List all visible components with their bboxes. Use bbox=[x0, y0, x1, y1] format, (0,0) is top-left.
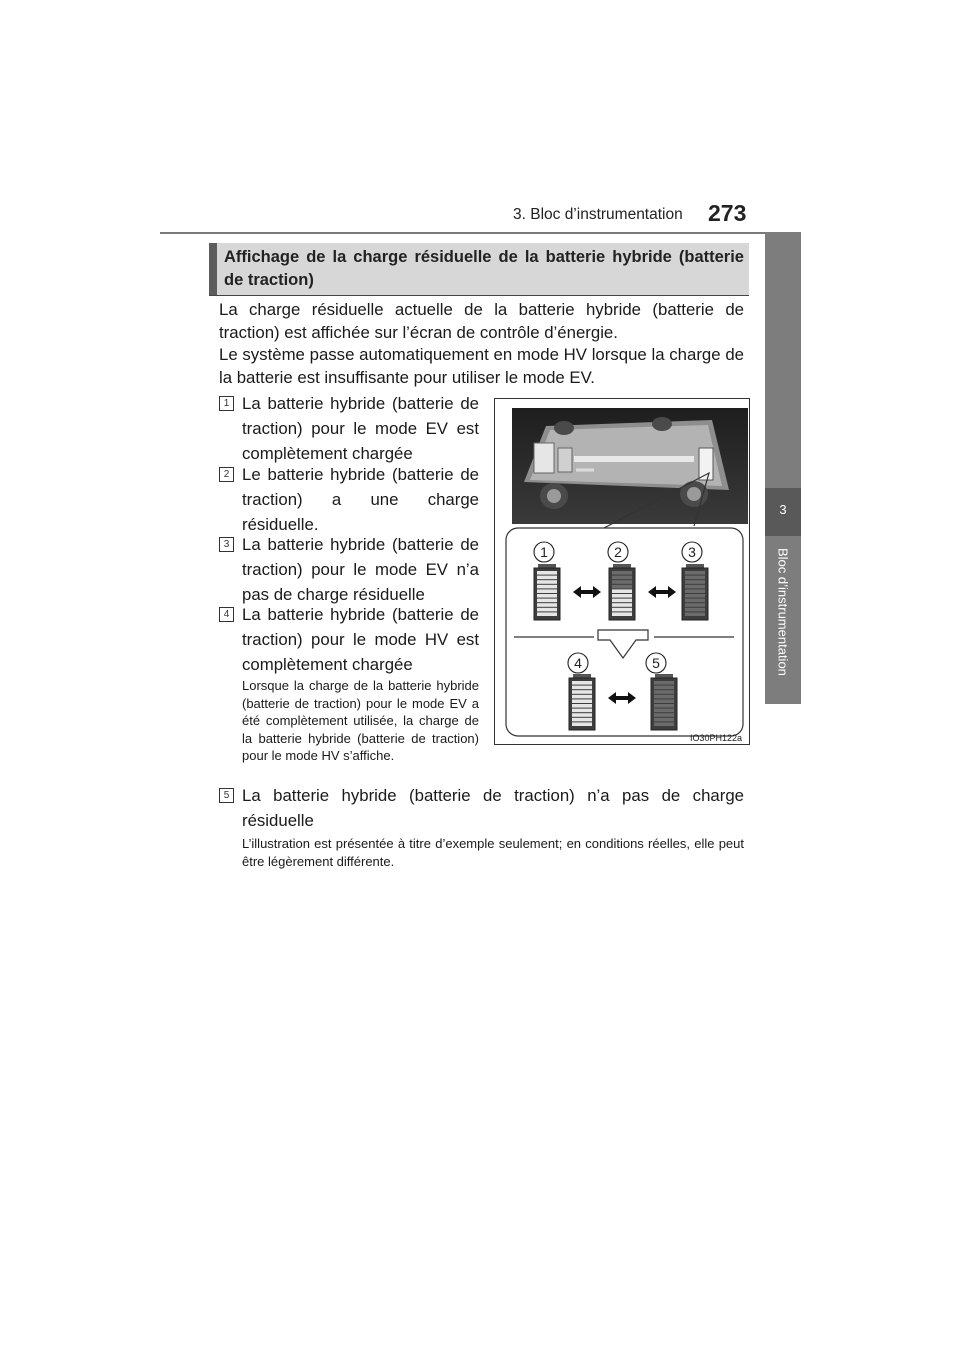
page-number: 273 bbox=[708, 200, 747, 226]
item-number-4: 4 bbox=[219, 607, 234, 622]
car-chassis-image bbox=[512, 408, 748, 524]
item-number-3: 3 bbox=[219, 537, 234, 552]
svg-text:2: 2 bbox=[614, 544, 622, 560]
figure-illustration bbox=[494, 398, 750, 745]
double-arrow-icon bbox=[573, 586, 601, 598]
battery-gauge-2 bbox=[609, 564, 635, 620]
battery-gauge-3 bbox=[682, 564, 708, 620]
item-text-2: Le batterie hybride (batterie de traction) a une charge résiduelle. bbox=[242, 465, 479, 534]
section-title-accent bbox=[209, 243, 217, 295]
item-text-5: La batterie hybride (batterie de traction) n’a pas de charge résiduelle bbox=[242, 786, 744, 830]
svg-text:4: 4 bbox=[574, 655, 582, 671]
intro-paragraph-2: Le système passe automatiquement en mode HV lorsque la charge de la batterie est insuffisante pour utiliser le mode EV. bbox=[219, 345, 744, 387]
header-rule bbox=[160, 232, 800, 234]
svg-text:1: 1 bbox=[540, 544, 548, 560]
chapter-tab-number: 3 bbox=[779, 502, 787, 517]
engine-block bbox=[534, 443, 554, 473]
chapter-tab-label: Bloc d’instrumentation bbox=[775, 548, 791, 676]
battery-gauge-1 bbox=[534, 564, 560, 620]
item-text-4: La batterie hybride (batterie de traction) pour le mode HV est complètement chargée bbox=[242, 605, 479, 674]
figure-callout-3 bbox=[682, 542, 702, 562]
svg-text:3: 3 bbox=[688, 544, 696, 560]
footnote: L’illustration est présentée à titre d’exemple seulement; en conditions réelles, elle peut être légèrement différente. bbox=[242, 836, 744, 869]
item-number-5: 5 bbox=[219, 788, 234, 803]
double-arrow-icon bbox=[648, 586, 676, 598]
down-arrow-icon bbox=[598, 630, 648, 658]
figure-callout-2 bbox=[608, 542, 628, 562]
item-text-3: La batterie hybride (batterie de traction) pour le mode EV n’a pas de charge résiduelle bbox=[242, 535, 479, 604]
figure-callout-4 bbox=[568, 653, 588, 673]
section-title-rule bbox=[209, 295, 749, 296]
double-arrow-icon bbox=[608, 692, 636, 704]
battery-gauge-5 bbox=[651, 674, 677, 730]
item-text-1: La batterie hybride (batterie de traction) pour le mode EV est complètement chargée bbox=[242, 394, 479, 463]
item-number-2: 2 bbox=[219, 467, 234, 482]
battery-gauge-4 bbox=[569, 674, 595, 730]
figure-callout-1 bbox=[534, 542, 554, 562]
section-title: Affichage de la charge résiduelle de la batterie hybride (batterie de traction) bbox=[224, 248, 744, 289]
intro-paragraph-1: La charge résiduelle actuelle de la batterie hybride (batterie de traction) est affichée sur l’écran de contrôle d’énergie. bbox=[219, 300, 744, 342]
item-note-4: Lorsque la charge de la batterie hybride (batterie de traction) pour le mode EV a été complètement utilisée, la charge de la batterie hybride (batterie de traction) pour le mode HV s’affiche. bbox=[242, 678, 479, 763]
figure-callout-5 bbox=[646, 653, 666, 673]
running-header-section: 3. Bloc d’instrumentation bbox=[513, 206, 683, 223]
item-number-1: 1 bbox=[219, 396, 234, 411]
figure-id: IO30PH122a bbox=[690, 733, 743, 743]
svg-text:5: 5 bbox=[652, 655, 660, 671]
